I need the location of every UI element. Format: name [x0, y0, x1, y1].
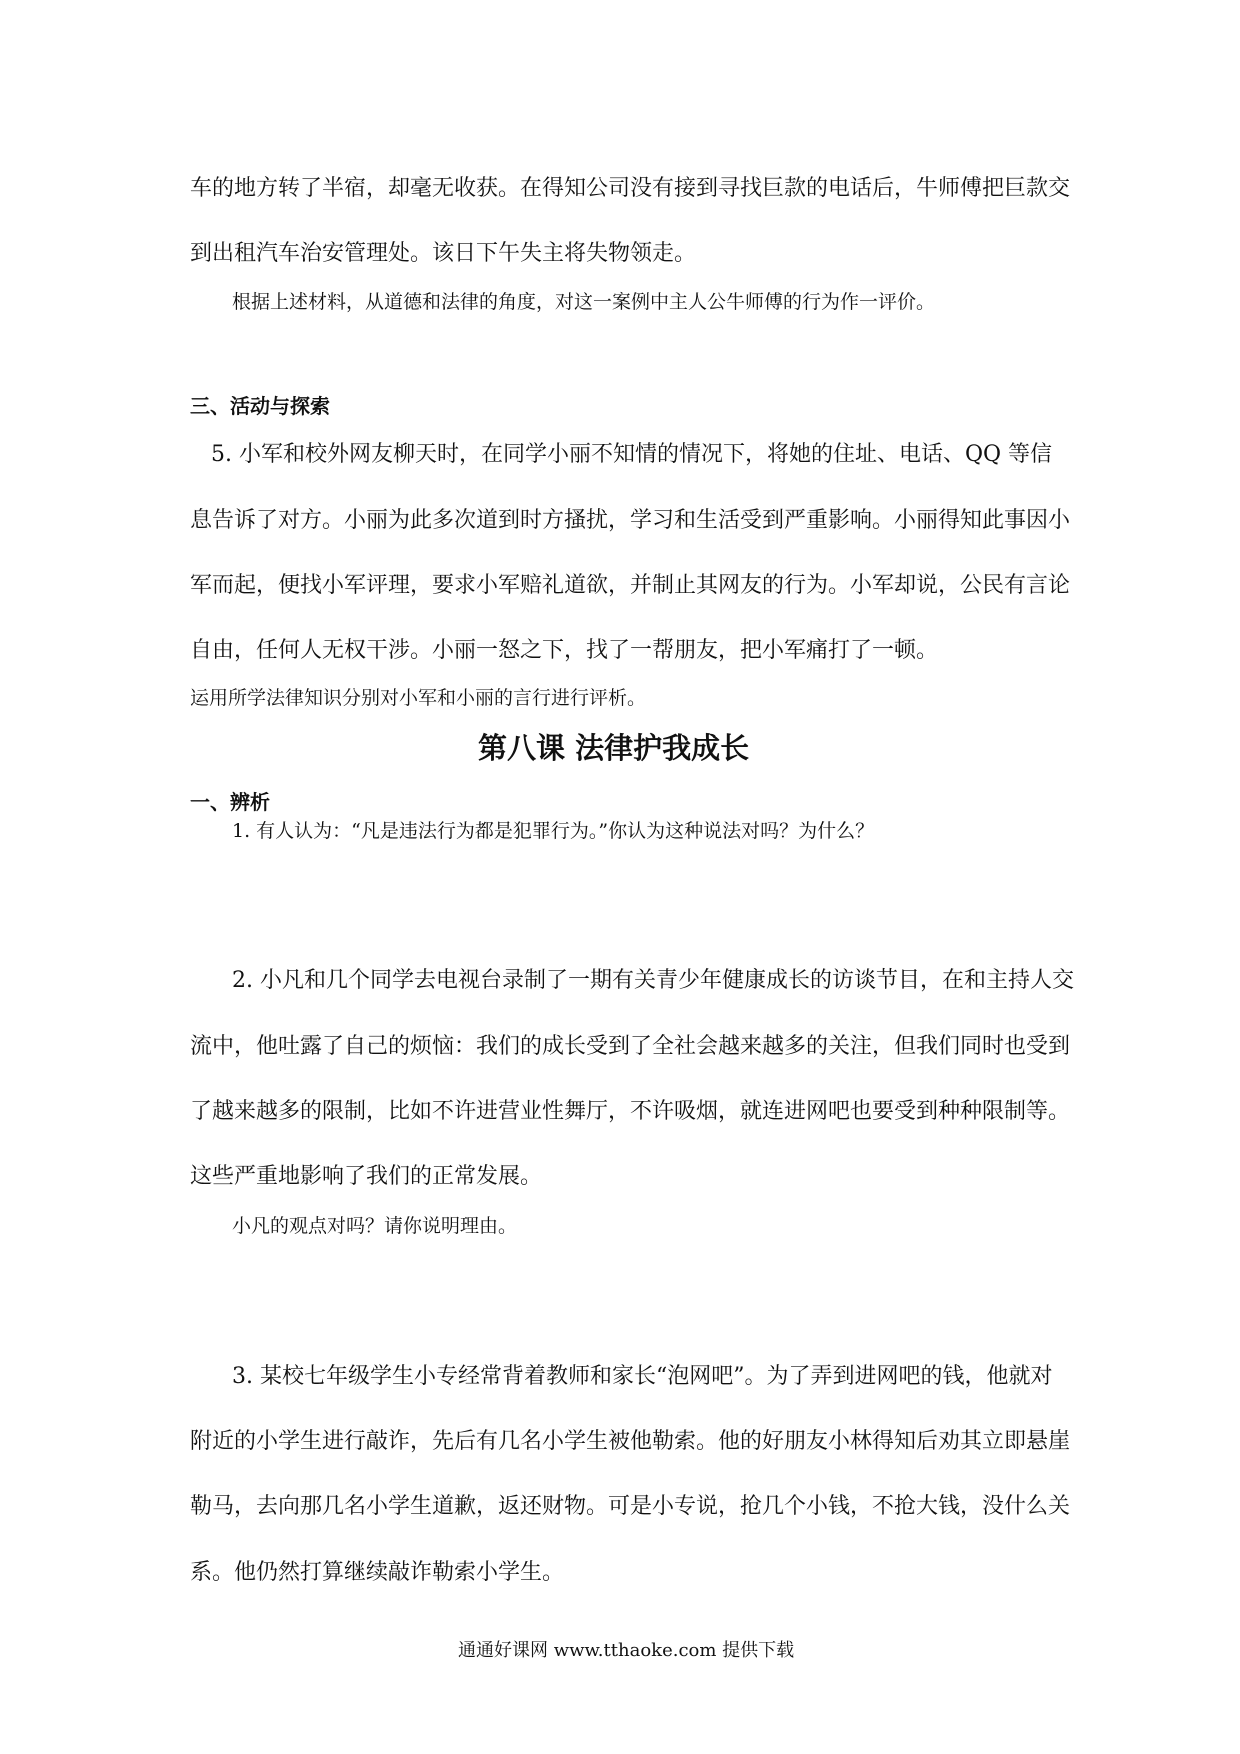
q3-line-2: 附近的小学生进行敲诈，先后有几名小学生被他勒索。他的好朋友小林得知后劝其立即悬崖	[190, 1429, 1071, 1454]
case-question: 根据上述材料，从道德和法律的角度，对这一案例中主人公牛师傅的行为作一评价。	[232, 291, 936, 313]
page-footer: 通通好课网 www.tthaoke.com 提供下载	[458, 1640, 795, 1661]
q5-question: 运用所学法律知识分别对小军和小丽的言行进行评析。	[190, 687, 647, 709]
q5-line-3: 军而起，便找小军评理，要求小军赔礼道欲，并制止其网友的行为。小军却说，公民有言论	[190, 573, 1071, 598]
case-text-line-1: 车的地方转了半宿，却毫无收获。在得知公司没有接到寻找巨款的电话后，牛师傅把巨款交	[190, 176, 1071, 201]
q1-text: 1. 有人认为：“凡是违法行为都是犯罪行为。”你认为这种说法对吗？为什么？	[232, 820, 875, 842]
q2-line-1: 2. 小凡和几个同学去电视台录制了一期有关青少年健康成长的访谈节目，在和主持人交	[232, 968, 1074, 993]
section-heading-analysis: 一、辨析	[190, 790, 270, 814]
q5-line-4: 自由，任何人无权干涉。小丽一怒之下，找了一帮朋友，把小军痛打了一顿。	[190, 638, 939, 663]
q2-line-3: 了越来越多的限制，比如不许进营业性舞厅，不许吸烟，就连进网吧也要受到种种限制等。	[190, 1099, 1071, 1124]
section-heading-activities: 三、活动与探索	[190, 394, 330, 418]
lesson-title: 第八课 法律护我成长	[478, 731, 750, 765]
q2-line-4: 这些严重地影响了我们的正常发展。	[190, 1164, 543, 1189]
q5-line-2: 息告诉了对方。小丽为此多次道到时方搔扰，学习和生活受到严重影响。小丽得知此事因小	[190, 508, 1071, 533]
q5-line-1: 5. 小军和校外网友柳天时，在同学小丽不知情的情况下，将她的住址、电话、QQ 等信	[211, 442, 1053, 467]
q2-line-2: 流中，他吐露了自己的烦恼：我们的成长受到了全社会越来越多的关注，但我们同时也受到	[190, 1034, 1071, 1059]
q2-question: 小凡的观点对吗？请你说明理由。	[232, 1215, 518, 1237]
case-text-line-2: 到出租汽车治安管理处。该日下午失主将失物领走。	[190, 241, 697, 266]
q3-line-4: 系。他仍然打算继续敲诈勒索小学生。	[190, 1560, 565, 1585]
q3-line-3: 勒马，去向那几名小学生道歉，返还财物。可是小专说，抢几个小钱，不抢大钱，没什么关	[190, 1494, 1071, 1519]
q3-line-1: 3. 某校七年级学生小专经常背着教师和家长“泡网吧”。为了弄到进网吧的钱，他就对	[232, 1364, 1053, 1389]
